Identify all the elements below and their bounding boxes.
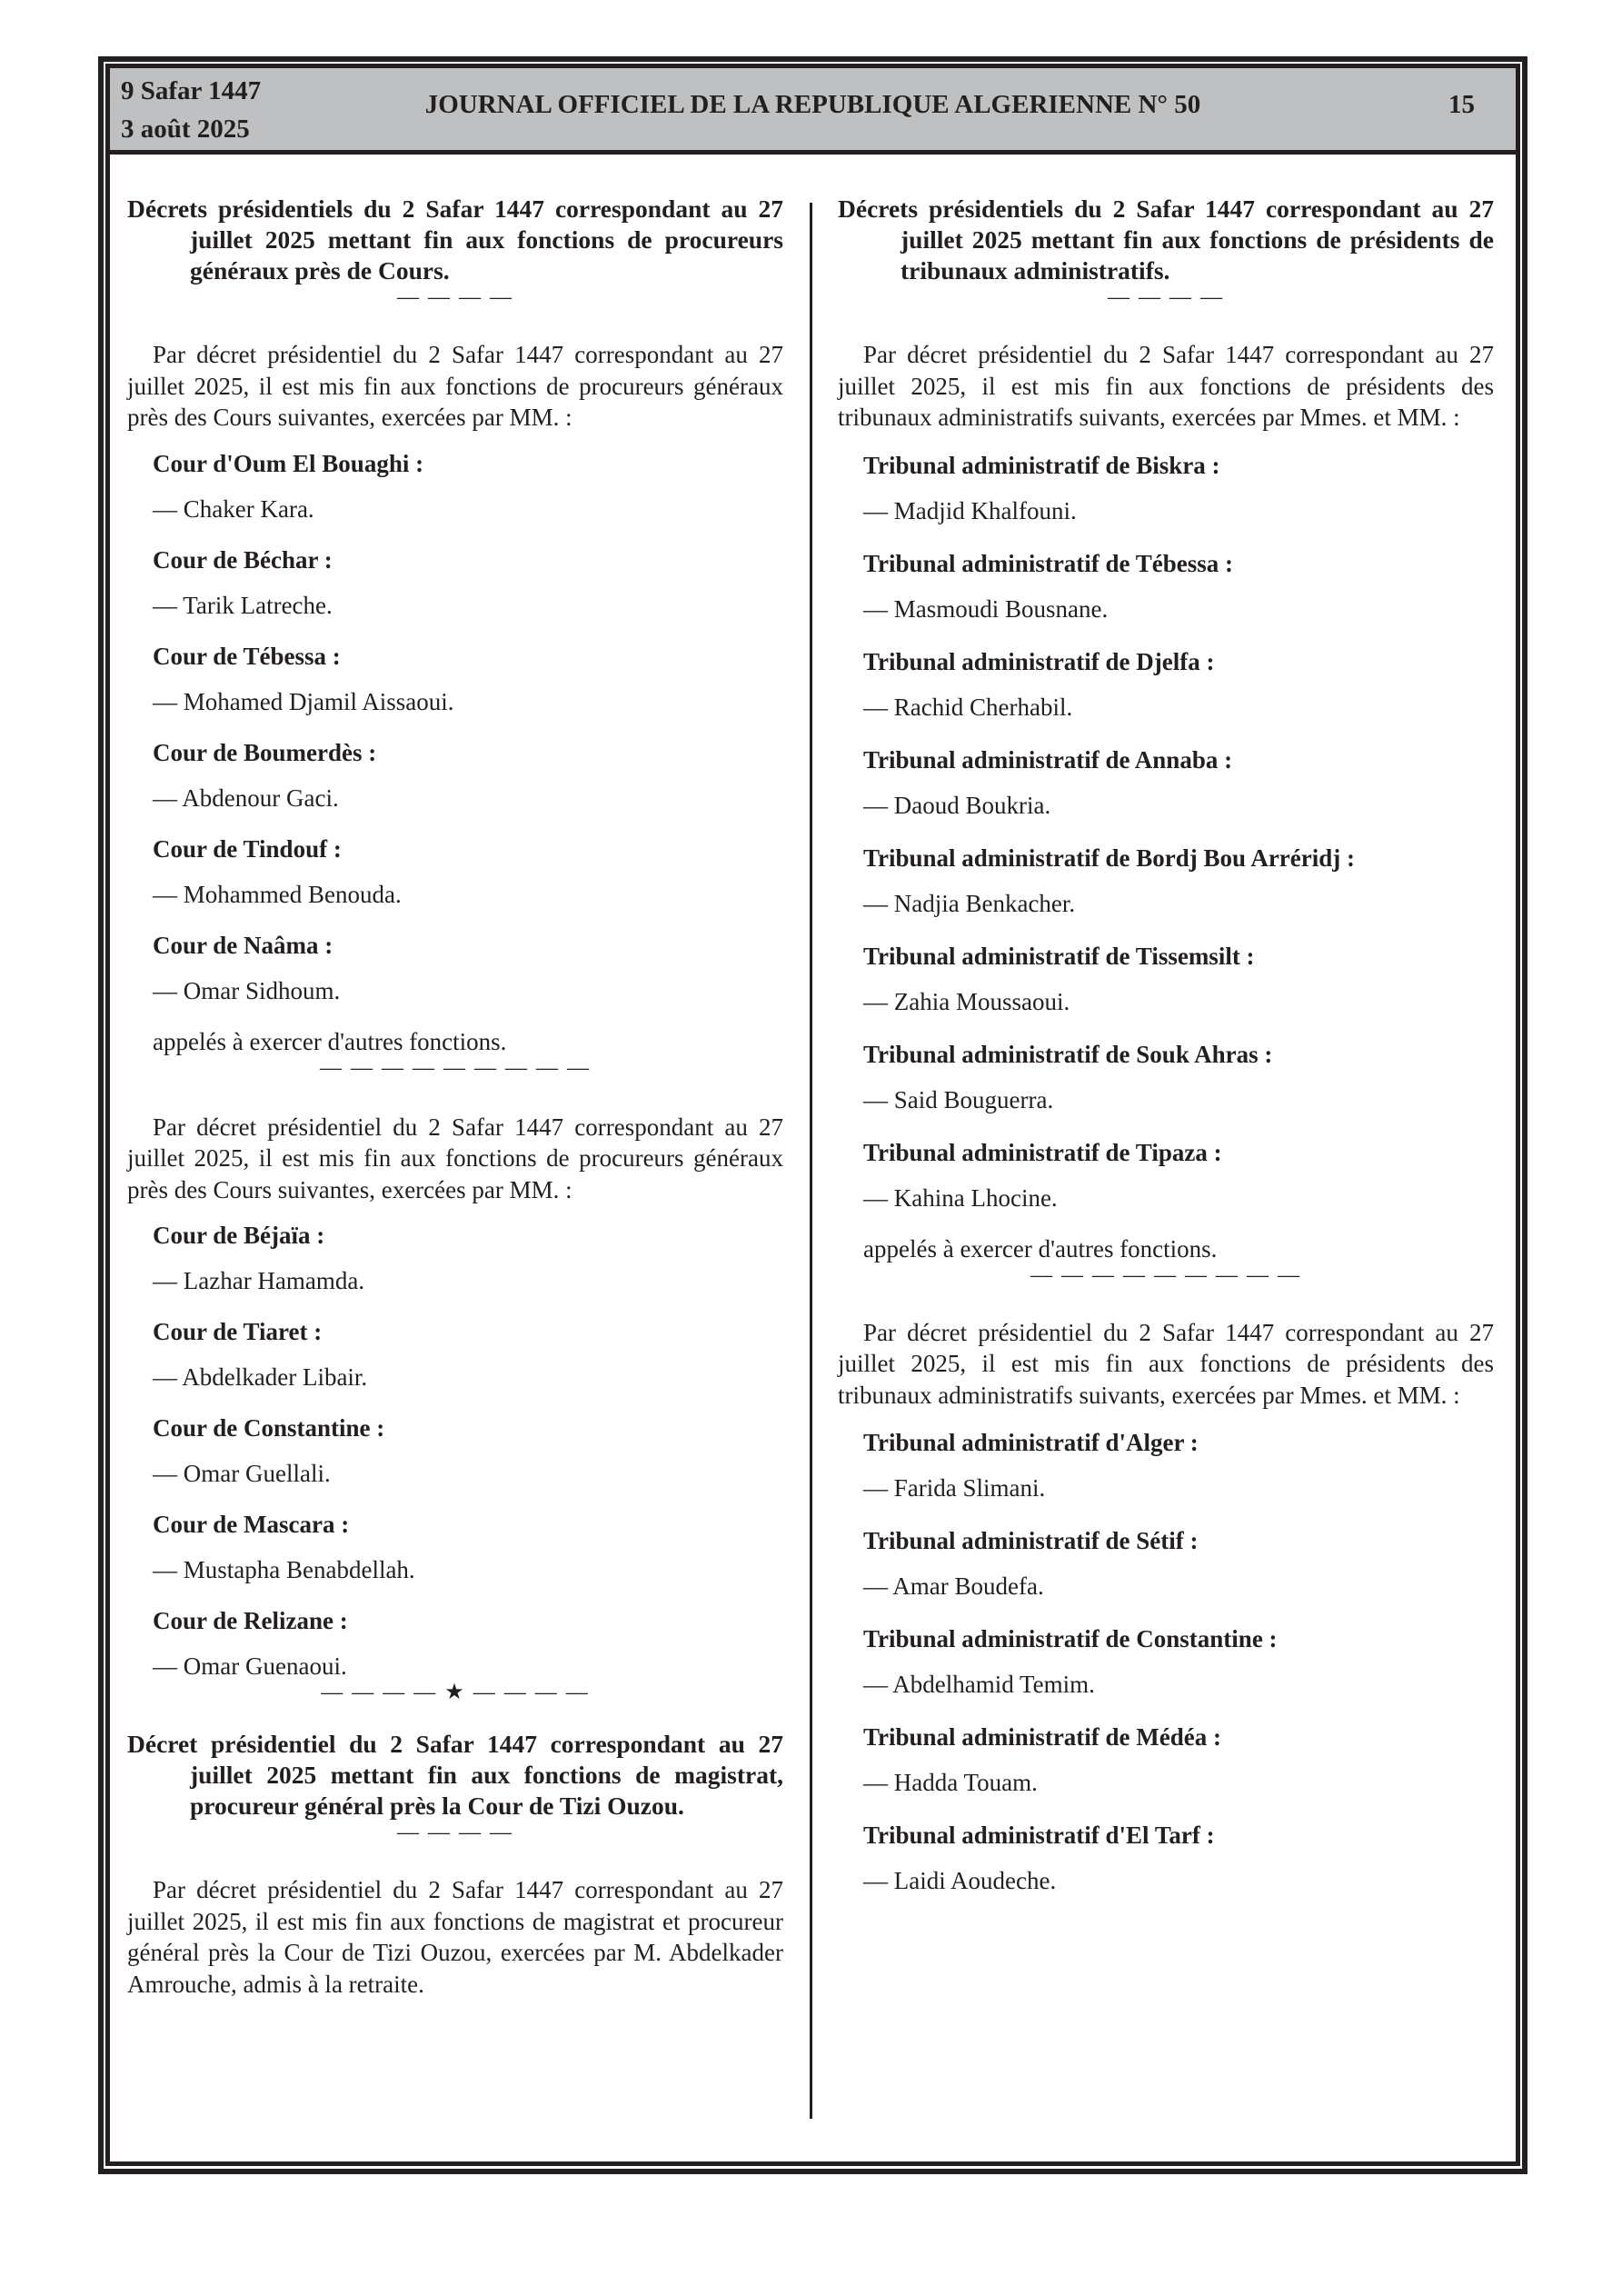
official-name: — Laidi Aoudeche. bbox=[863, 1867, 1057, 1894]
official-name: — Mohamed Djamil Aissaoui. bbox=[153, 687, 454, 715]
official-name: — Kahina Lhocine. bbox=[863, 1183, 1058, 1212]
left-column bbox=[127, 194, 783, 2000]
official-name: — Abdelkader Libair. bbox=[153, 1363, 368, 1391]
court-label: Cour de Boumerdès : bbox=[153, 738, 377, 766]
official-name: — Omar Guellali. bbox=[153, 1460, 331, 1487]
court-label: Cour de Tébessa : bbox=[153, 642, 341, 670]
official-name: — Rachid Cherhabil. bbox=[863, 693, 1073, 721]
decree-intro: Par décret présidentiel du 2 Safar 1447 correspondant au 27 juillet 2025, il est mis fin aux fonctions de présidents des tribunaux administratifs suivants, exercées par Mmes. et MM. : bbox=[838, 1318, 1494, 1409]
court-label: Tribunal administratif de Bordj Bou Arréridj : bbox=[863, 844, 1356, 872]
official-name: — Mustapha Benabdellah. bbox=[153, 1556, 415, 1583]
closing-text: appelés à exercer d'autres fonctions. bbox=[863, 1234, 1218, 1263]
separator-short: — — — — bbox=[397, 1821, 513, 1844]
court-label: Tribunal administratif de Sétif : bbox=[863, 1527, 1199, 1554]
court-label: Cour de Relizane : bbox=[153, 1607, 348, 1634]
page-header bbox=[110, 68, 1516, 155]
decree-title: Décrets présidentiels du 2 Safar 1447 correspondant au 27 juillet 2025 mettant fin aux fonctions de présidents de tribunaux administratifs. bbox=[838, 195, 1494, 285]
official-name: — Tarik Latreche. bbox=[153, 591, 333, 619]
court-label: Tribunal administratif de Tipaza : bbox=[863, 1138, 1222, 1166]
right-column bbox=[838, 194, 1494, 1896]
official-name: — Zahia Moussaoui. bbox=[863, 987, 1070, 1015]
decree-intro: Par décret présidentiel du 2 Safar 1447 correspondant au 27 juillet 2025, il est mis fin aux fonctions de procureurs généraux près des Cours suivantes, exercées par MM. : bbox=[127, 341, 783, 431]
official-name: — Lazhar Hamamda. bbox=[153, 1267, 365, 1294]
court-label: Cour de Naâma : bbox=[153, 931, 333, 959]
official-name: — Chaker Kara. bbox=[153, 494, 314, 523]
official-name: — Omar Sidhoum. bbox=[153, 976, 341, 1004]
journal-title: JOURNAL OFFICIEL DE LA REPUBLIQUE ALGERIENNE N° 50 bbox=[424, 90, 1201, 119]
separator-short: — — — — bbox=[1108, 285, 1224, 309]
court-label: Tribunal administratif de Tébessa : bbox=[863, 549, 1234, 577]
separator-long: — — — — — — — — — bbox=[1030, 1263, 1301, 1287]
court-label: Tribunal administratif de Constantine : bbox=[863, 1625, 1278, 1652]
court-label: Tribunal administratif de Souk Ahras : bbox=[863, 1040, 1273, 1068]
column-divider bbox=[810, 203, 812, 2119]
court-label: Tribunal administratif d'El Tarf : bbox=[863, 1822, 1215, 1849]
court-label: Cour de Tindouf : bbox=[153, 834, 342, 863]
page-number: 15 bbox=[1448, 90, 1475, 119]
court-label: Tribunal administratif de Tissemsilt : bbox=[863, 942, 1255, 970]
court-label: Cour de Béchar : bbox=[153, 545, 333, 574]
official-name: — Abdenour Gaci. bbox=[153, 784, 339, 812]
decree-title: Décret présidentiel du 2 Safar 1447 correspondant au 27 juillet 2025 mettant fin aux fonctions de magistrat, procureur général près la Cour de Tizi Ouzou. bbox=[127, 1730, 783, 1820]
official-name: — Madjid Khalfouni. bbox=[863, 496, 1077, 524]
separator-long: — — — — — — — — — bbox=[320, 1055, 591, 1080]
official-name: — Daoud Boukria. bbox=[863, 791, 1051, 819]
court-label: Cour de Mascara : bbox=[153, 1511, 350, 1538]
separator-star: — — — — ★ — — — — bbox=[321, 1681, 590, 1704]
court-label: Cour d'Oum El Bouaghi : bbox=[153, 449, 424, 477]
official-name: — Mohammed Benouda. bbox=[153, 880, 402, 908]
official-name: — Hadda Touam. bbox=[863, 1769, 1038, 1796]
gregorian-date: 3 août 2025 bbox=[121, 115, 250, 144]
decree-title: Décrets présidentiels du 2 Safar 1447 correspondant au 27 juillet 2025 mettant fin aux fonctions de procureurs généraux près de Cours. bbox=[127, 195, 783, 285]
closing-text: appelés à exercer d'autres fonctions. bbox=[153, 1027, 507, 1055]
court-label: Tribunal administratif de Médéa : bbox=[863, 1723, 1221, 1751]
official-name: — Omar Guenaoui. bbox=[153, 1652, 347, 1680]
court-label: Cour de Tiaret : bbox=[153, 1318, 323, 1345]
separator-short: — — — — bbox=[397, 285, 513, 309]
decree-intro: Par décret présidentiel du 2 Safar 1447 correspondant au 27 juillet 2025, il est mis fin aux fonctions de présidents des tribunaux administratifs suivants, exercées par Mmes. et MM. : bbox=[838, 341, 1494, 431]
decree-intro: Par décret présidentiel du 2 Safar 1447 correspondant au 27 juillet 2025, il est mis fin aux fonctions de procureurs généraux près des Cours suivantes, exercées par MM. : bbox=[127, 1113, 783, 1203]
official-name: — Amar Boudefa. bbox=[863, 1572, 1044, 1600]
official-name: — Said Bouguerra. bbox=[863, 1085, 1054, 1113]
court-label: Tribunal administratif de Djelfa : bbox=[863, 647, 1215, 675]
official-name: — Abdelhamid Temim. bbox=[863, 1671, 1095, 1698]
court-label: Cour de Constantine : bbox=[153, 1414, 385, 1442]
official-name: — Farida Slimani. bbox=[863, 1474, 1046, 1502]
court-label: Tribunal administratif de Biskra : bbox=[863, 451, 1220, 479]
court-label: Tribunal administratif de Annaba : bbox=[863, 745, 1233, 774]
court-label: Tribunal administratif d'Alger : bbox=[863, 1429, 1199, 1456]
official-name: — Masmoudi Bousnane. bbox=[863, 594, 1109, 623]
hijri-date: 9 Safar 1447 bbox=[121, 76, 262, 105]
decree-body: Par décret présidentiel du 2 Safar 1447 correspondant au 27 juillet 2025, il est mis fin aux fonctions de magistrat et procureur général près la Cour de Tizi Ouzou, exercées par M. Abdelkader Amrouche, admis à la retraite. bbox=[127, 1876, 783, 1998]
court-label: Cour de Béjaïa : bbox=[153, 1222, 325, 1249]
official-name: — Nadjia Benkacher. bbox=[863, 889, 1076, 917]
